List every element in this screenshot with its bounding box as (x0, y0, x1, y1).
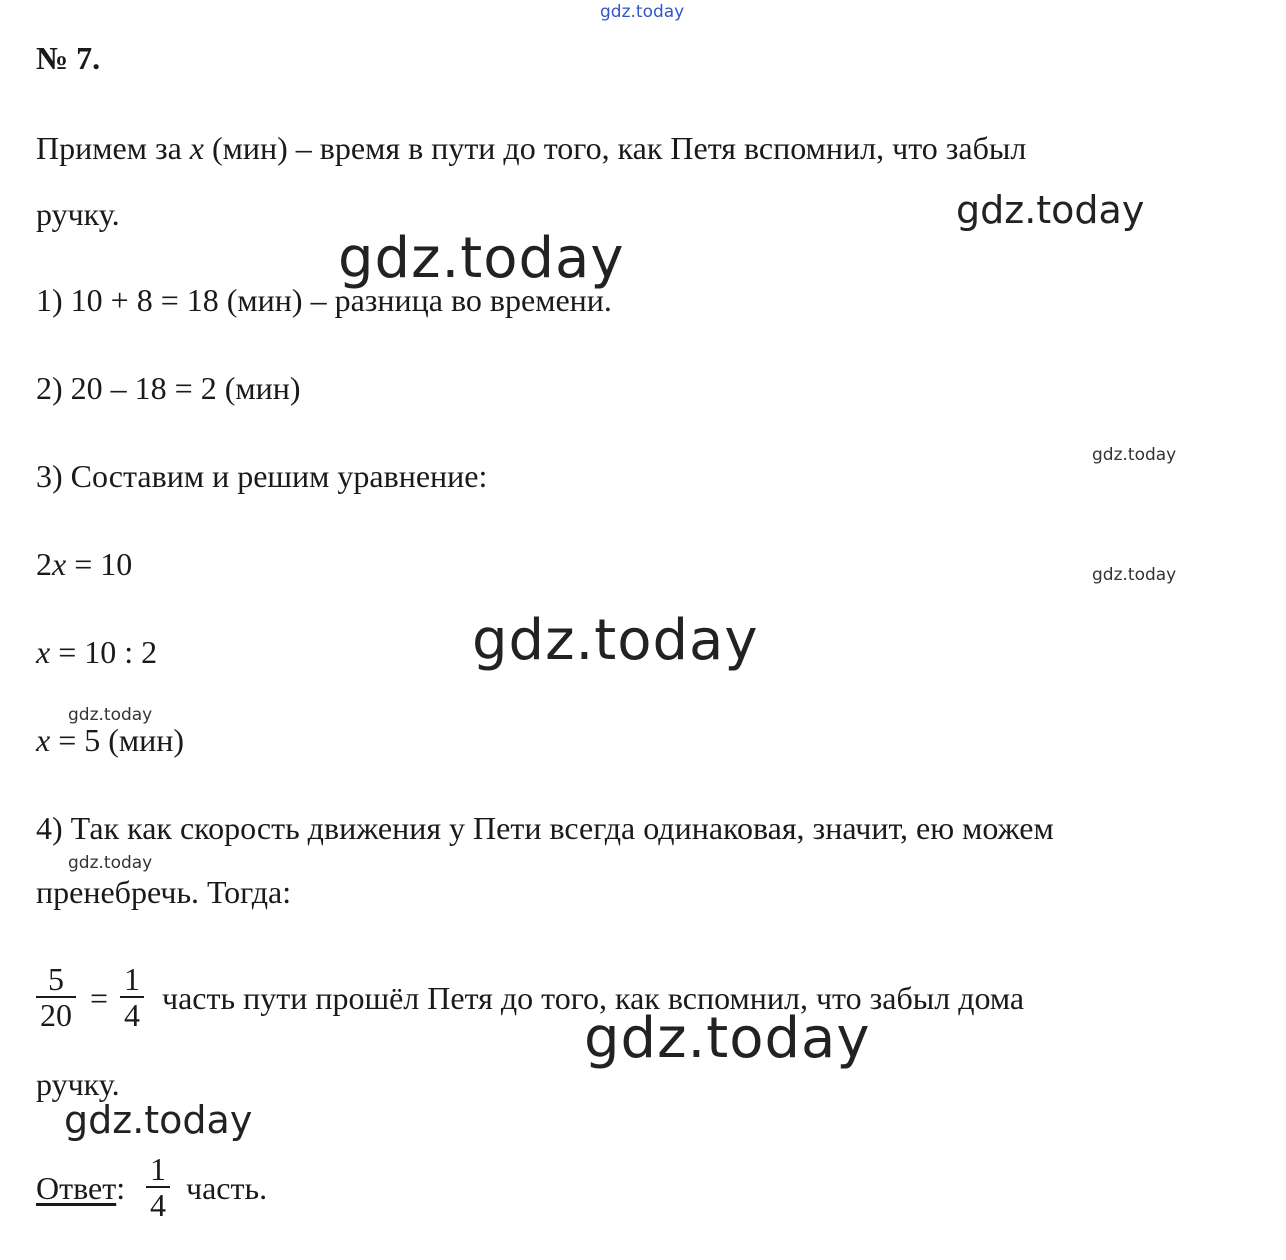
watermark: gdz.today (68, 853, 153, 873)
fraction-line-continuation: ручку. (36, 1066, 120, 1102)
intro-text: Примем за (36, 130, 190, 166)
step-1: 1) 10 + 8 = 18 (мин) – разница во времени. (36, 282, 612, 318)
intro-continuation: ручку. (36, 196, 120, 232)
fraction-numerator: 5 (48, 961, 64, 997)
equation-2 (36, 632, 157, 672)
fraction-line-text: часть пути прошёл Петя до того, как вспомнил, что забыл дома (162, 980, 1025, 1016)
watermark: gdz.today (1092, 445, 1177, 465)
fraction-numerator: 1 (124, 961, 140, 997)
equation-3 (36, 720, 184, 760)
watermark: gdz.today (584, 1006, 871, 1071)
problem-number: № 7. (36, 40, 101, 76)
eq3-rest: = 5 (мин) (50, 722, 185, 758)
watermark: gdz.today (1092, 565, 1177, 585)
equation-1 (36, 544, 132, 584)
step-4-line-2: пренебречь. Тогда: (36, 874, 292, 910)
intro-text-2: (мин) – время в пути до того, как Петя вспомнил, что забыл (203, 130, 1027, 166)
eq1-coef: 2 (36, 546, 52, 582)
answer-label (36, 1168, 125, 1208)
fraction-numerator: 1 (150, 1151, 166, 1187)
equals-sign: = (90, 980, 109, 1016)
eq2-var: x (36, 634, 51, 670)
eq1-rest: = 10 (66, 546, 133, 582)
answer-fraction (146, 1152, 170, 1222)
watermark: gdz.today (68, 705, 153, 725)
fraction-1-4 (120, 962, 144, 1032)
step-2: 2) 20 – 18 = 2 (мин) (36, 370, 301, 406)
fraction-denominator: 20 (36, 996, 76, 1032)
fraction-denominator: 4 (146, 1186, 170, 1222)
eq1-var: x (52, 546, 67, 582)
step-3: 3) Составим и решим уравнение: (36, 458, 488, 494)
watermark: gdz.today (472, 608, 759, 673)
intro-line (36, 128, 1026, 168)
answer-colon: : (116, 1170, 126, 1206)
fraction-5-20 (36, 962, 76, 1032)
eq2-rest: = 10 : 2 (50, 634, 158, 670)
watermark: gdz.today (338, 226, 625, 291)
watermark-top: gdz.today (600, 2, 685, 22)
intro-var: x (189, 130, 204, 166)
eq3-var: x (36, 722, 51, 758)
answer-text: часть. (186, 1170, 268, 1206)
watermark: gdz.today (956, 188, 1145, 232)
step-4-line-1: 4) Так как скорость движения у Пети всегда одинаковая, значит, ею можем (36, 810, 1054, 846)
fraction-denominator: 4 (120, 996, 144, 1032)
watermark: gdz.today (64, 1098, 253, 1142)
answer-label-text: Ответ (36, 1170, 117, 1206)
